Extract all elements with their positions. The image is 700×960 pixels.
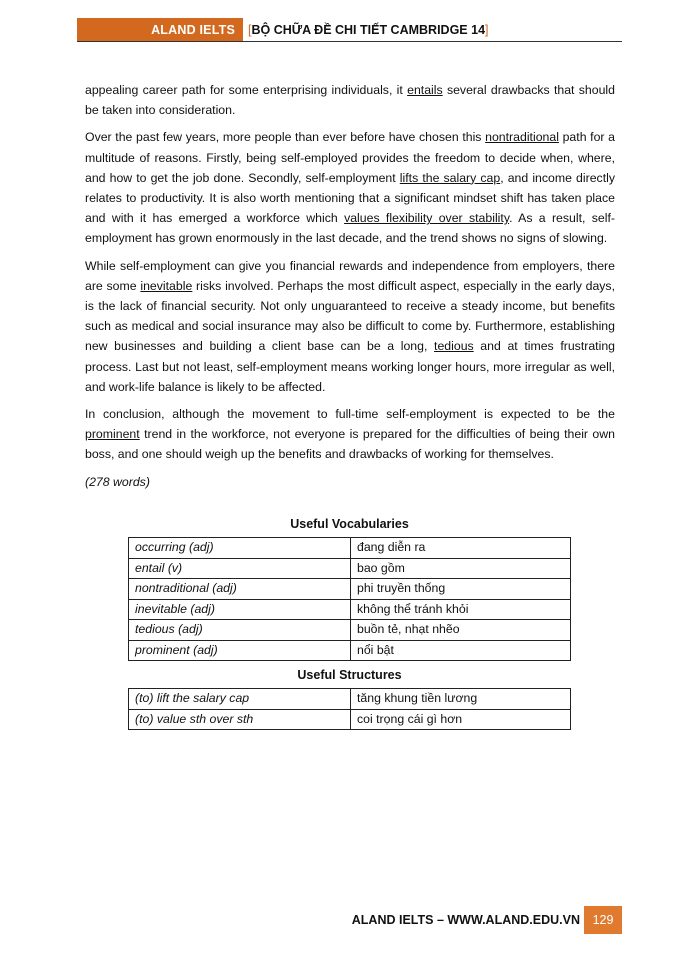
- text: , and income directly relates to productivity. It is also worth mentioning that a significant mindset shift has taken place and with it has emerged a workforce which: [85, 170, 616, 226]
- header-title-text: BỘ CHỮA ĐỀ CHI TIẾT CAMBRIDGE 14: [251, 22, 486, 37]
- table-row: [129, 538, 571, 559]
- table-row: [129, 599, 571, 620]
- text: risks involved. Perhaps the most difficult aspect, especially in the early days, is the lack of financial security. Not only unguaranteed to receive a steady income, but benefits such as medical and social insurance may also be difficult to come by. Furthermore, establishing new businesses and building a client base can be a long,: [85, 278, 615, 354]
- highlighted-term: values flexibility over stability: [344, 211, 510, 226]
- highlighted-term: nontraditional: [485, 130, 559, 145]
- meaning-cell: buồn tẻ, nhạt nhẽo: [351, 620, 571, 641]
- text: Over the past few years, more people than ever before have chosen this: [85, 130, 486, 145]
- table-row: [129, 579, 571, 600]
- header-bracket-open: [: [248, 22, 252, 37]
- essay-body: [85, 80, 615, 499]
- meaning-cell: phi truyền thống: [351, 579, 571, 600]
- meaning-cell: bao gồm: [351, 558, 571, 579]
- table-row: [129, 640, 571, 661]
- text: In conclusion, although the movement to full-time self-employment is expected to be the: [85, 407, 615, 422]
- table-row: [129, 620, 571, 641]
- meaning-cell: tăng khung tiền lương: [351, 689, 571, 710]
- header-divider: [77, 41, 622, 42]
- meaning-cell: không thể tránh khỏi: [351, 599, 571, 620]
- meaning-cell: nổi bật: [351, 640, 571, 661]
- text: several drawbacks that should be taken into consideration.: [85, 83, 615, 118]
- vocab-table: [128, 537, 571, 661]
- paragraph-3: [85, 256, 615, 397]
- term-cell: prominent (adj): [129, 640, 351, 661]
- text: path for a multitude of reasons. Firstly, being self-employed provides the freedom to decide when, where, and how to get the job done. Secondly, self-employment: [85, 130, 616, 185]
- table-row: [129, 689, 571, 710]
- text: While self-employment can give you financial rewards and independence from employers, there are some: [85, 258, 615, 293]
- structures-table: [128, 688, 571, 730]
- header-brand: ALAND IELTS: [77, 18, 243, 41]
- highlighted-term: entails: [407, 83, 443, 97]
- term-cell: nontraditional (adj): [129, 579, 351, 600]
- header-title: [248, 18, 489, 41]
- meaning-cell: coi trọng cái gì hơn: [351, 709, 571, 730]
- highlighted-term: lifts the salary cap: [399, 170, 501, 185]
- meaning-cell: đang diễn ra: [351, 538, 571, 559]
- term-cell: occurring (adj): [129, 538, 351, 559]
- term-cell: tedious (adj): [129, 620, 351, 641]
- term-cell: inevitable (adj): [129, 599, 351, 620]
- table-row: [129, 558, 571, 579]
- highlighted-term: prominent: [85, 427, 140, 442]
- term-cell: entail (v): [129, 558, 351, 579]
- word-count: (278 words): [85, 474, 150, 489]
- table-row: [129, 709, 571, 730]
- text: trend in the workforce, not everyone is prepared for the difficulties of being their own boss, and one should weigh up the benefits and drawbacks of working for themselves.: [85, 427, 615, 462]
- term-cell: (to) lift the salary cap: [129, 689, 351, 710]
- text: and at times frustrating process. Last but not least, self-employment means working longer hours, more irregular as well, and work-life balance is likely to be affected.: [85, 339, 615, 394]
- page-number: 129: [584, 906, 622, 934]
- paragraph-1: [85, 80, 615, 120]
- text: . As a result, self-employment has grown enormously in the last decade, and the trend shows no signs of slowing.: [85, 211, 615, 246]
- paragraph-2: [85, 127, 615, 248]
- paragraph-4: [85, 404, 615, 465]
- footer-text: ALAND IELTS – WWW.ALAND.EDU.VN: [351, 913, 580, 927]
- text: appealing career path for some enterprising individuals, it: [85, 83, 408, 97]
- vocab-title: Useful Vocabularies: [290, 517, 409, 531]
- term-cell: (to) value sth over sth: [129, 709, 351, 730]
- header-bracket-close: ]: [485, 22, 489, 37]
- highlighted-term: tedious: [434, 339, 474, 354]
- structures-title: Useful Structures: [297, 668, 402, 682]
- highlighted-term: inevitable: [140, 278, 193, 293]
